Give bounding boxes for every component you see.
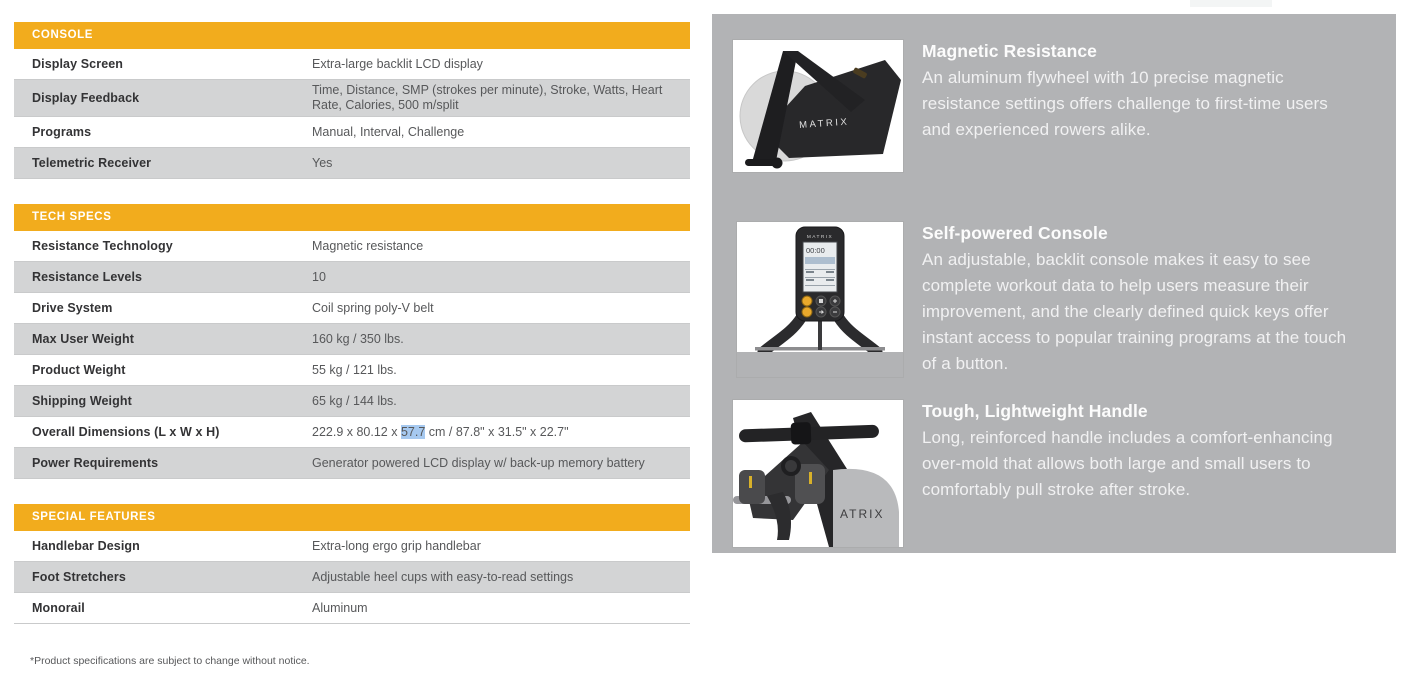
spec-table	[14, 504, 690, 624]
spec-label: Power Requirements	[32, 456, 159, 470]
feature-body: Long, reinforced handle includes a comfort-enhancing over-mold that allows both large and small users to comfortably pull stroke after stroke.	[922, 428, 1333, 499]
table-row	[14, 448, 690, 479]
spec-table	[14, 22, 690, 179]
spec-label: Monorail	[32, 601, 85, 615]
spec-label: Foot Stretchers	[32, 570, 126, 584]
spec-value: 65 kg / 144 lbs.	[312, 393, 397, 408]
spec-label: Resistance Levels	[32, 270, 143, 284]
spec-label: Max User Weight	[32, 332, 134, 346]
feature-title: Magnetic Resistance	[922, 41, 1098, 61]
features-panel	[712, 14, 1396, 553]
console-product-image	[737, 222, 903, 377]
handle-illustration	[733, 400, 903, 547]
console-brand-text: MATRIX	[806, 235, 834, 240]
flywheel-illustration	[733, 40, 903, 172]
handle-brand-text: ATRIX	[840, 507, 885, 521]
feature-text	[922, 222, 1352, 377]
feature-title: Tough, Lightweight Handle	[922, 401, 1148, 421]
table-row	[14, 148, 690, 179]
feature-text	[922, 400, 1352, 547]
feature-magnetic-resistance	[733, 40, 1352, 172]
spec-label: Display Screen	[32, 57, 124, 71]
spec-label: Telemetric Receiver	[32, 156, 152, 170]
spec-value: 55 kg / 121 lbs.	[312, 362, 397, 377]
spec-label: Display Feedback	[32, 91, 140, 105]
table-row	[14, 49, 690, 80]
table-row	[14, 231, 690, 262]
spec-section-header: TECH SPECS	[14, 204, 690, 231]
spec-value: Manual, Interval, Challenge	[312, 124, 465, 139]
flywheel-product-image	[733, 40, 903, 172]
spec-section-header: SPECIAL FEATURES	[14, 504, 690, 531]
table-row	[14, 324, 690, 355]
table-row	[14, 417, 690, 448]
feature-body: An aluminum flywheel with 10 precise magnetic resistance settings offers challenge to first-time users and experienced rowers alike.	[922, 68, 1328, 139]
spec-table	[14, 204, 690, 479]
spec-value: Extra-long ergo grip handlebar	[312, 538, 481, 553]
spec-tables	[14, 22, 690, 649]
spec-value: Coil spring poly-V belt	[312, 300, 434, 315]
table-row	[14, 117, 690, 148]
spec-value: 222.9 x 80.12 x 57.7 cm / 87.8" x 31.5" x 22.7"	[312, 424, 569, 439]
table-row	[14, 593, 690, 624]
spec-value: Generator powered LCD display w/ back-up memory battery	[312, 455, 645, 470]
console-illustration	[737, 222, 903, 352]
spec-value: Extra-large backlit LCD display	[312, 56, 483, 71]
spec-section-header: CONSOLE	[14, 22, 690, 49]
feature-lightweight-handle	[733, 400, 1352, 547]
table-row	[14, 293, 690, 324]
feature-text	[922, 40, 1352, 172]
spec-label: Shipping Weight	[32, 394, 132, 408]
table-row	[14, 262, 690, 293]
table-row	[14, 386, 690, 417]
table-row	[14, 531, 690, 562]
selected-text: 57.7	[400, 424, 426, 439]
spec-label: Drive System	[32, 301, 113, 315]
spec-label: Handlebar Design	[32, 539, 140, 553]
top-right-fragment	[1190, 0, 1272, 7]
spec-label: Overall Dimensions (L x W x H)	[32, 425, 220, 439]
spec-value: Time, Distance, SMP (strokes per minute), Stroke, Watts, Heart Rate, Calories, 500 m/split	[312, 83, 663, 112]
feature-title: Self-powered Console	[922, 223, 1108, 243]
table-row	[14, 562, 690, 593]
spec-value: Aluminum	[312, 600, 368, 615]
spec-value: 160 kg / 350 lbs.	[312, 331, 404, 346]
spec-label: Programs	[32, 125, 92, 139]
footnote: *Product specifications are subject to change without notice.	[30, 655, 310, 667]
feature-body: An adjustable, backlit console makes it easy to see complete workout data to help users measure their improvement, and the clearly defined quick keys offer instant access to popular training programs at the touch of a button.	[922, 250, 1347, 373]
handle-product-image	[733, 400, 903, 547]
spec-value: Yes	[312, 155, 333, 170]
console-screen-time: 00:00	[806, 246, 825, 255]
spec-value: 10	[312, 269, 326, 284]
spec-value: Adjustable heel cups with easy-to-read settings	[312, 569, 574, 584]
spec-value: Magnetic resistance	[312, 238, 424, 253]
spec-label: Resistance Technology	[32, 239, 173, 253]
matrix-logo-text: MATRIX	[798, 116, 850, 132]
table-row	[14, 80, 690, 117]
table-row	[14, 355, 690, 386]
feature-self-powered-console	[737, 222, 1352, 377]
spec-label: Product Weight	[32, 363, 126, 377]
